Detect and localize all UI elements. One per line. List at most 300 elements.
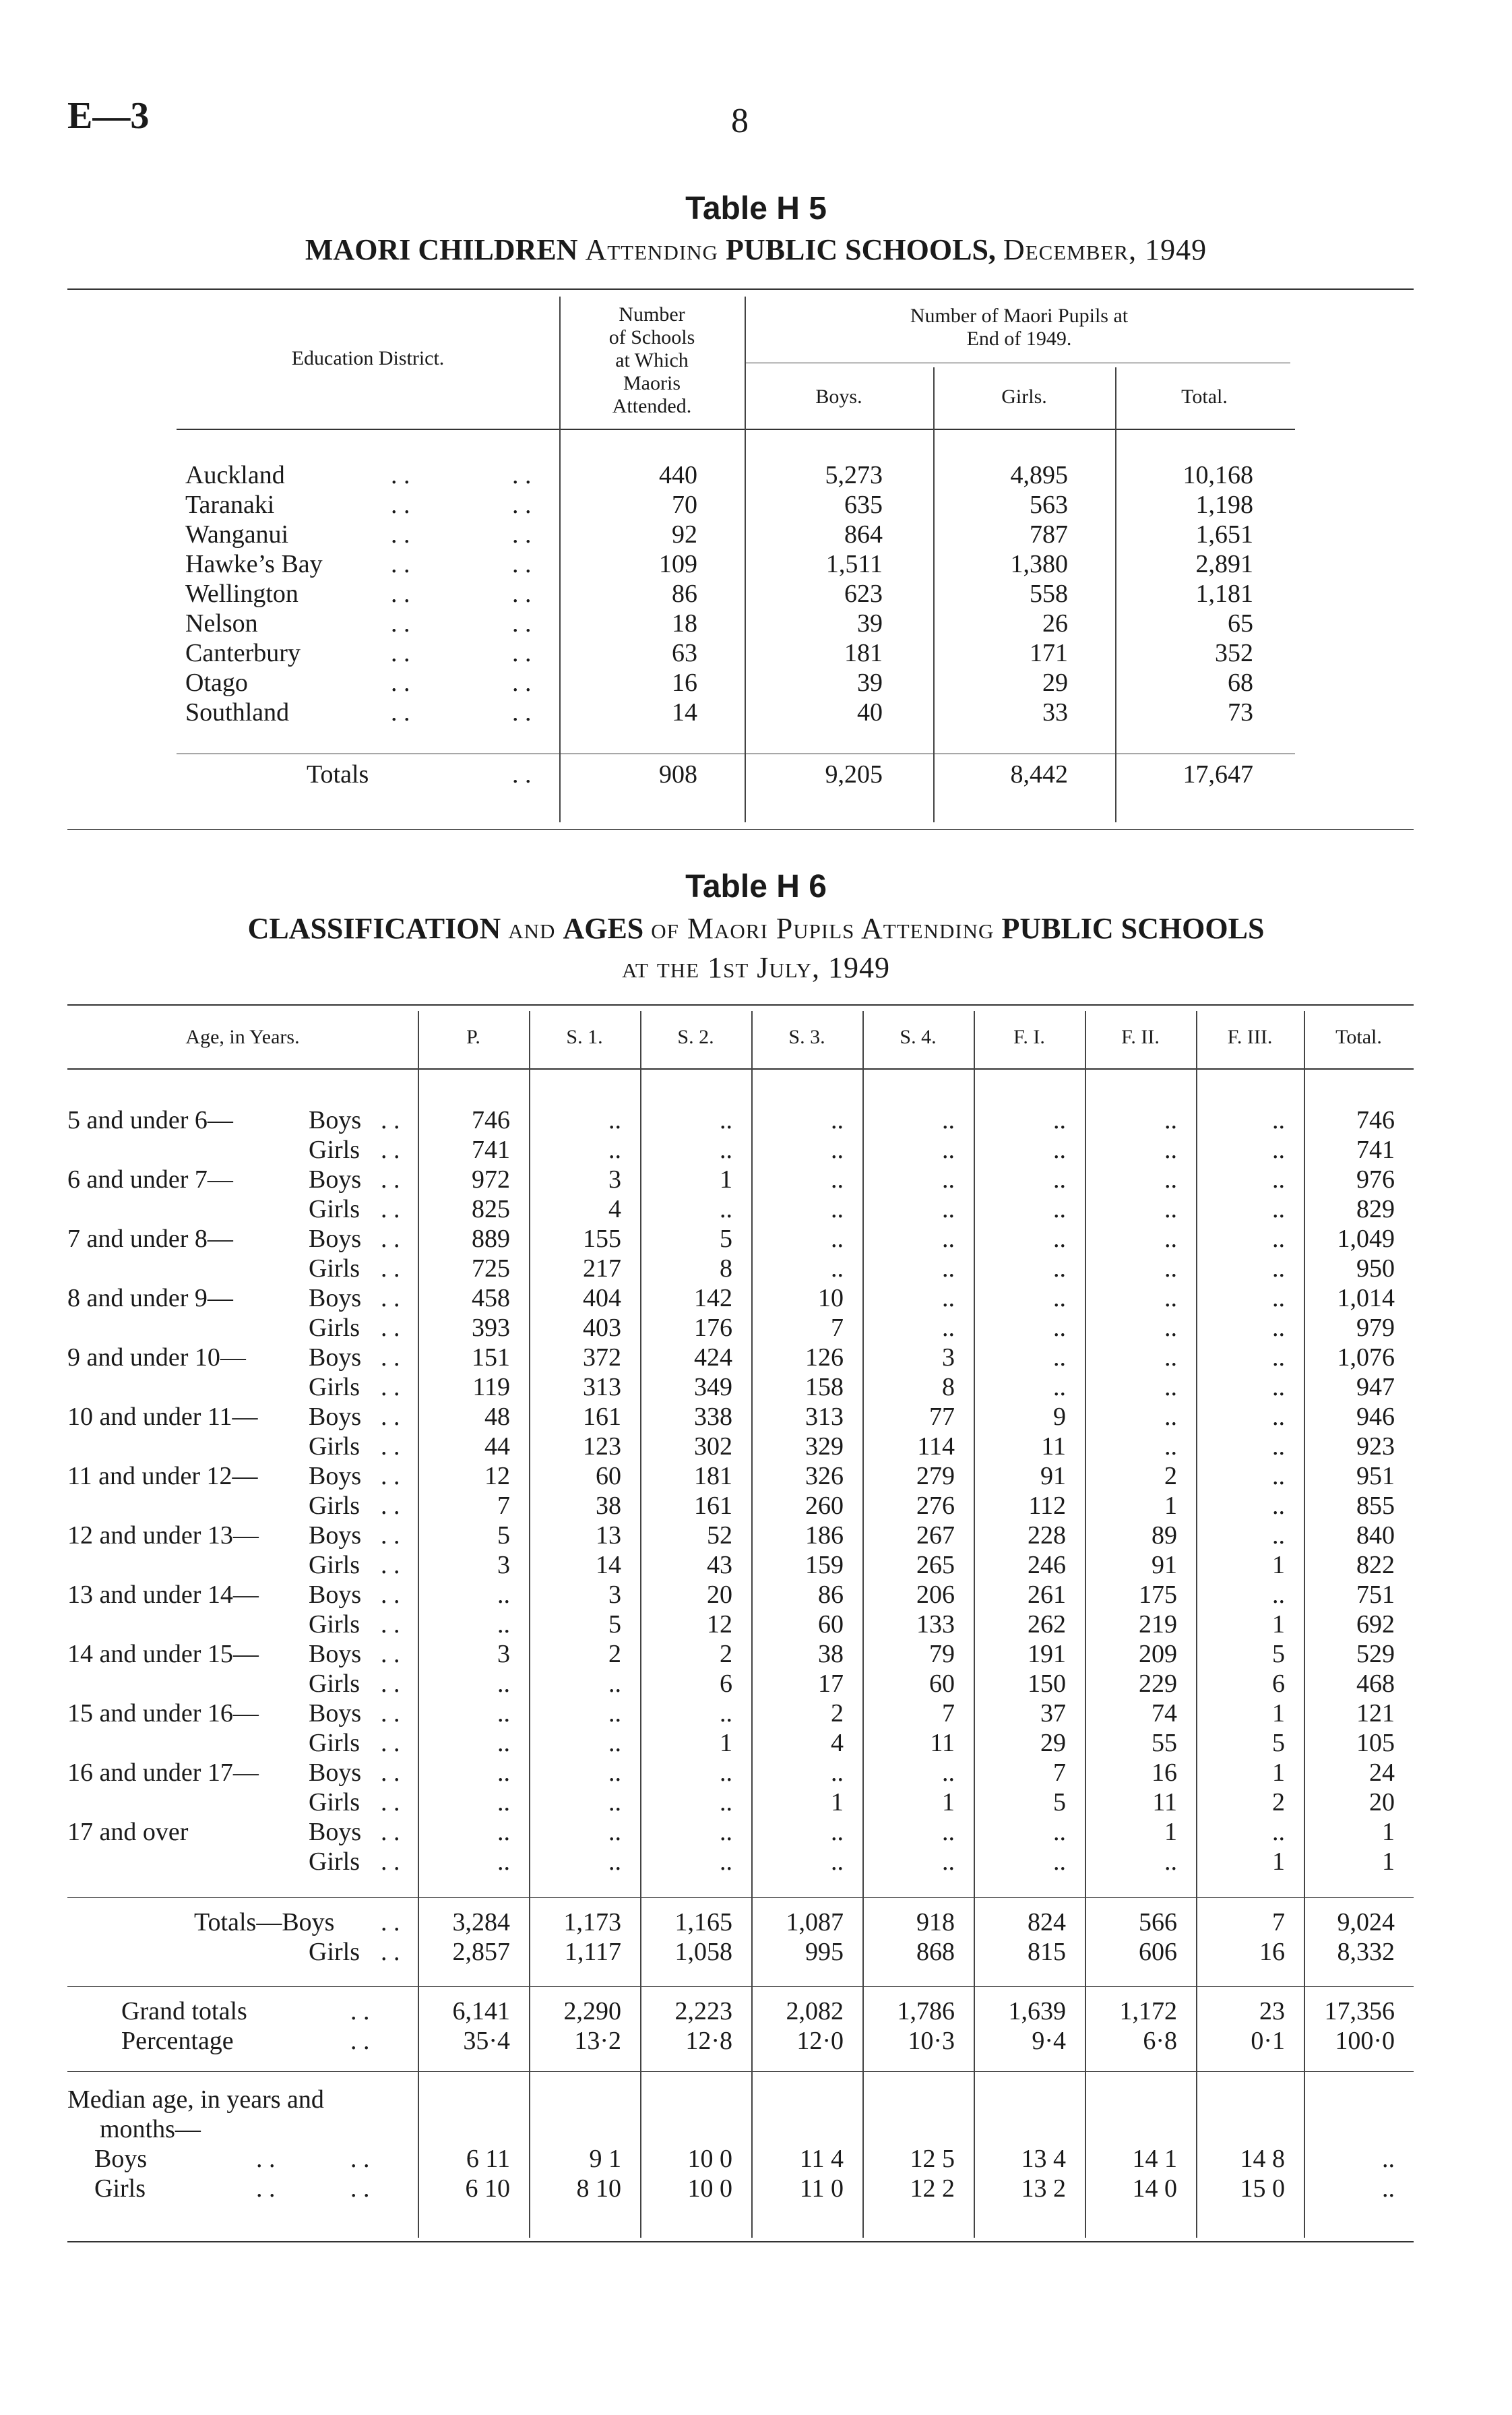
h6-cell: 329 — [805, 1432, 844, 1461]
h6-cell: .. — [1272, 1106, 1285, 1134]
h5-totals-leader: . . — [512, 760, 532, 789]
h6-cell: 158 — [805, 1373, 844, 1401]
h6-cell: 7 — [831, 1314, 844, 1342]
h5-district: Auckland — [185, 461, 285, 489]
h6-cell: .. — [1053, 1314, 1066, 1342]
h6-cell: 6 — [720, 1670, 732, 1698]
h6-cell: 889 — [472, 1225, 510, 1253]
h5-leader: . . — [391, 698, 410, 727]
h6-cell: .. — [831, 1818, 844, 1846]
h6-head-col: F. III. — [1227, 1026, 1273, 1048]
h6-cell: 261 — [1028, 1581, 1066, 1609]
h6-summary-cell: 1,173 — [563, 1908, 621, 1936]
h6-cell: 5 — [720, 1225, 732, 1253]
h6-cell: .. — [608, 1847, 621, 1876]
h6-cell: 1,049 — [1337, 1225, 1395, 1253]
h6-summary-cell: 15 0 — [1240, 2174, 1285, 2203]
h6-leader: . . — [381, 1225, 400, 1253]
h6-sex: Girls — [309, 1610, 360, 1639]
h6-cell: 123 — [583, 1432, 621, 1461]
h6-summary-cell: 3,284 — [452, 1908, 510, 1936]
h6-cell: .. — [1272, 1373, 1285, 1401]
h6-cell: .. — [497, 1759, 510, 1787]
h6-cell: .. — [497, 1581, 510, 1609]
h6-cell: .. — [497, 1610, 510, 1639]
h5-leader: . . — [512, 520, 532, 549]
h6-age-group: 12 and under 13— — [67, 1521, 259, 1550]
h6-cell: 48 — [484, 1403, 510, 1431]
h6-cell: 209 — [1139, 1640, 1177, 1668]
page-number: 8 — [731, 102, 749, 140]
h6-summary-cell: 100·0 — [1335, 2027, 1395, 2055]
h6-cell: .. — [608, 1699, 621, 1728]
h6-summary-cell: 8,332 — [1337, 1938, 1395, 1966]
h5-caption-bold1: MAORI CHILDREN — [305, 233, 578, 266]
h6-summary-cell: 566 — [1139, 1908, 1177, 1936]
h6-summary-cell: 6,141 — [452, 1997, 510, 2025]
h6-leader: . . — [256, 2145, 276, 2173]
h6-cell: 1 — [720, 1729, 732, 1757]
h6-cell: .. — [1272, 1284, 1285, 1312]
h6-summary-cell: 2,223 — [674, 1997, 732, 2025]
h6-cell: 151 — [472, 1343, 510, 1372]
h6-summary-cell: 9,024 — [1337, 1908, 1395, 1936]
h6-summary-cell: 11 4 — [799, 2145, 844, 2173]
h6-head-col: S. 2. — [677, 1026, 714, 1048]
h6-cell: .. — [1272, 1254, 1285, 1283]
h6-cell: 1 — [1164, 1818, 1177, 1846]
h6-summary-cell: 12 2 — [910, 2174, 955, 2203]
h6-cell: 262 — [1028, 1610, 1066, 1639]
h6-cell: .. — [1053, 1165, 1066, 1194]
h5-leader: . . — [391, 669, 410, 697]
h6-head-col: S. 1. — [566, 1026, 603, 1048]
h6-cell: .. — [720, 1195, 732, 1223]
h6-cell: .. — [1272, 1314, 1285, 1342]
h6-cell: 37 — [1040, 1699, 1066, 1728]
h6-cell: 14 — [596, 1551, 621, 1579]
h6-head-col: Total. — [1335, 1026, 1382, 1048]
h6-cell: 338 — [694, 1403, 732, 1431]
h6-cell: .. — [1053, 1106, 1066, 1134]
h6-cell: 3 — [497, 1640, 510, 1668]
h6-cell: 1 — [942, 1788, 955, 1816]
h6-cell: .. — [608, 1136, 621, 1164]
h6-cell: 119 — [472, 1373, 510, 1401]
h6-cell: .. — [608, 1670, 621, 1698]
h6-cell: .. — [1164, 1403, 1177, 1431]
h6-cell: .. — [608, 1729, 621, 1757]
h6-summary-cell: 14 1 — [1132, 2145, 1177, 2173]
h6-cell: 9 — [1053, 1403, 1066, 1431]
h6-cell: 1 — [1382, 1847, 1395, 1876]
h6-age-group: 14 and under 15— — [67, 1640, 259, 1668]
h5-boys: 864 — [844, 520, 883, 549]
h5-total: 73 — [1228, 698, 1253, 727]
h6-cell: .. — [831, 1106, 844, 1134]
h6-cell: 229 — [1139, 1670, 1177, 1698]
h6-leader: . . — [381, 1908, 400, 1936]
h5-district: Otago — [185, 669, 248, 697]
h5-district: Wanganui — [185, 520, 289, 549]
h6-cell: .. — [608, 1788, 621, 1816]
h6-cell: .. — [1164, 1195, 1177, 1223]
h6-summary-label: Girls — [94, 2174, 146, 2203]
h6-sex: Boys — [309, 1343, 362, 1372]
h6-age-group: 9 and under 10— — [67, 1343, 246, 1372]
h6-summary-cell: 1,639 — [1008, 1997, 1066, 2025]
h5-total: 1,181 — [1195, 580, 1253, 608]
h6-cell: 2 — [1272, 1788, 1285, 1816]
h6-cell: .. — [1164, 1165, 1177, 1194]
h6-cell: .. — [1053, 1818, 1066, 1846]
h6-cell: 326 — [805, 1462, 844, 1490]
h6-cell: 3 — [942, 1343, 955, 1372]
h6-summary-cell: 10 0 — [687, 2145, 732, 2173]
h6-totals-rule — [67, 1897, 1414, 1898]
h6-sex: Boys — [309, 1284, 362, 1312]
h6-summary-cell: 13·2 — [574, 2027, 621, 2055]
h6-cell: 7 — [942, 1699, 955, 1728]
h6-summary-cell: 6 11 — [466, 2145, 510, 2173]
h6-cell: 133 — [916, 1610, 955, 1639]
h6-cell: 29 — [1040, 1729, 1066, 1757]
h6-caption-bold2: AGES — [563, 912, 644, 945]
h6-leader: . . — [350, 1997, 370, 2025]
h6-cell: .. — [720, 1818, 732, 1846]
h5-head-pupils-line: Number of Maori Pupils at — [910, 305, 1129, 327]
h6-cell: 7 — [497, 1492, 510, 1520]
h6-cell: 13 — [596, 1521, 621, 1550]
h6-cell: .. — [831, 1195, 844, 1223]
h6-leader: . . — [381, 1314, 400, 1342]
h6-cell: .. — [942, 1254, 955, 1283]
h5-leader: . . — [391, 609, 410, 638]
h6-cell: 5 — [1272, 1640, 1285, 1668]
h5-schools: 16 — [672, 669, 697, 697]
h6-cell: 976 — [1356, 1165, 1395, 1194]
h6-age-group: 13 and under 14— — [67, 1581, 259, 1609]
h6-cell: 403 — [583, 1314, 621, 1342]
h6-summary-cell: 7 — [1272, 1908, 1285, 1936]
h5-leader: . . — [391, 550, 410, 578]
h6-cell: .. — [831, 1254, 844, 1283]
h6-cell: 52 — [707, 1521, 732, 1550]
h6-age-group: 7 and under 8— — [67, 1225, 233, 1253]
h6-cell: 11 — [930, 1729, 955, 1757]
h5-totals-label: Totals — [307, 760, 369, 789]
h6-cell: 86 — [818, 1581, 844, 1609]
h5-leader: . . — [512, 461, 532, 489]
h6-leader: . . — [381, 1670, 400, 1698]
h5-schools: 86 — [672, 580, 697, 608]
h6-cell: .. — [831, 1847, 844, 1876]
h5-district: Wellington — [185, 580, 298, 608]
h6-cell: .. — [942, 1136, 955, 1164]
h6-cell: .. — [1164, 1284, 1177, 1312]
h6-cell: 1,014 — [1337, 1284, 1395, 1312]
h6-cell: 126 — [805, 1343, 844, 1372]
h5-girls: 33 — [1042, 698, 1068, 727]
h6-cell: 741 — [1356, 1136, 1395, 1164]
h6-cell: .. — [1053, 1373, 1066, 1401]
h6-cell: .. — [831, 1759, 844, 1787]
h6-caption-bold1: CLASSIFICATION — [247, 912, 501, 945]
h5-head-total: Total. — [1181, 386, 1228, 408]
h5-caption — [0, 233, 1512, 267]
h6-cell: 947 — [1356, 1373, 1395, 1401]
h6-cell: .. — [720, 1759, 732, 1787]
h5-girls: 4,895 — [1010, 461, 1068, 489]
h6-leader: . . — [381, 1847, 400, 1876]
h5-leader: . . — [391, 520, 410, 549]
h5-totals-girls: 8,442 — [1010, 760, 1068, 789]
h5-boys: 40 — [857, 698, 883, 727]
h6-leader: . . — [381, 1432, 400, 1461]
h6-cell: 150 — [1028, 1670, 1066, 1698]
h6-leader: . . — [381, 1640, 400, 1668]
h6-cell: .. — [497, 1847, 510, 1876]
h6-cell: .. — [497, 1699, 510, 1728]
h5-head-schools-line: Attended. — [612, 395, 692, 417]
h5-head-schools-line: Number — [619, 303, 685, 326]
h6-cell: 1 — [1382, 1818, 1395, 1846]
h6-summary-cell: 14 0 — [1132, 2174, 1177, 2203]
h6-median-label-line2: months— — [100, 2115, 201, 2143]
h6-cell: .. — [1053, 1225, 1066, 1253]
h6-cell: 979 — [1356, 1314, 1395, 1342]
h6-cell: 17 — [818, 1670, 844, 1698]
h6-cell: 3 — [608, 1581, 621, 1609]
h6-cell: 219 — [1139, 1610, 1177, 1639]
h6-leader: . . — [256, 2174, 276, 2203]
h6-cell: 822 — [1356, 1551, 1395, 1579]
h5-leader: . . — [391, 580, 410, 608]
h6-cell: 2 — [720, 1640, 732, 1668]
h6-top-rule — [67, 1004, 1414, 1006]
h6-cell: .. — [497, 1670, 510, 1698]
h6-sex: Boys — [309, 1699, 362, 1728]
h5-head-schools-line: of Schools — [608, 326, 695, 348]
h6-cell: 228 — [1028, 1521, 1066, 1550]
h6-sex: Girls — [309, 1195, 360, 1223]
h6-cell: .. — [1272, 1136, 1285, 1164]
h6-summary-cell: 13 4 — [1021, 2145, 1066, 2173]
h5-leader: . . — [512, 698, 532, 727]
h6-leader: . . — [381, 1492, 400, 1520]
h6-summary-cell: 10 0 — [687, 2174, 732, 2203]
h6-summary-cell: 1,058 — [674, 1938, 732, 1966]
h5-leader: . . — [512, 639, 532, 667]
h6-cell: 692 — [1356, 1610, 1395, 1639]
h6-head-col: S. 4. — [900, 1026, 937, 1048]
h5-schools: 14 — [672, 698, 697, 727]
h6-cell: 89 — [1152, 1521, 1177, 1550]
h6-leader: . . — [381, 1788, 400, 1816]
h6-cell: 121 — [1356, 1699, 1395, 1728]
h6-cell: 2 — [831, 1699, 844, 1728]
h6-median-rule — [67, 2071, 1414, 2072]
h6-sex: Boys — [309, 1818, 362, 1846]
h6-summary-cell: 606 — [1139, 1938, 1177, 1966]
h5-schools: 63 — [672, 639, 697, 667]
h5-total: 1,651 — [1195, 520, 1253, 549]
h6-age-group: 6 and under 7— — [67, 1165, 233, 1194]
h5-girls: 29 — [1042, 669, 1068, 697]
h6-cell: 276 — [916, 1492, 955, 1520]
h5-leader: . . — [512, 669, 532, 697]
h5-head-schools-line: Maoris — [623, 372, 681, 394]
h6-summary-cell: 9·4 — [1032, 2027, 1066, 2055]
h6-grand-rule — [67, 1986, 1414, 1987]
h6-cell: 951 — [1356, 1462, 1395, 1490]
h6-cell: 404 — [583, 1284, 621, 1312]
h6-cell: .. — [942, 1195, 955, 1223]
h6-cell: 260 — [805, 1492, 844, 1520]
h6-sex: Girls — [309, 1314, 360, 1342]
h6-summary-cell: 2,082 — [786, 1997, 844, 2025]
h6-leader: . . — [381, 1551, 400, 1579]
h6-sex: Boys — [309, 1640, 362, 1668]
h6-sex: Girls — [309, 1847, 360, 1876]
h5-schools: 109 — [659, 550, 697, 578]
h5-total: 352 — [1215, 639, 1253, 667]
h5-girls: 171 — [1030, 639, 1068, 667]
h6-summary-cell: 2,857 — [452, 1938, 510, 1966]
h6-cell: .. — [1164, 1254, 1177, 1283]
h6-age-group: 15 and under 16— — [67, 1699, 259, 1728]
h5-head-schools-line: at Which — [615, 349, 689, 371]
h5-schools: 18 — [672, 609, 697, 638]
h6-summary-label: Grand totals — [121, 1997, 247, 2025]
h6-summary-label: Totals—Boys — [194, 1908, 335, 1936]
h5-girls: 26 — [1042, 609, 1068, 638]
h6-sex: Girls — [309, 1492, 360, 1520]
h6-cell: .. — [497, 1729, 510, 1757]
h6-cell: 5 — [497, 1521, 510, 1550]
h6-cell: .. — [1053, 1254, 1066, 1283]
h6-cell: 44 — [484, 1432, 510, 1461]
h6-cell: 458 — [472, 1284, 510, 1312]
h6-cell: 112 — [1028, 1492, 1066, 1520]
h6-cell: 8 — [720, 1254, 732, 1283]
h6-cell: 186 — [805, 1521, 844, 1550]
h6-bottom-rule — [67, 2241, 1414, 2242]
h6-cell: 11 — [1041, 1432, 1066, 1461]
h6-leader: . . — [381, 1610, 400, 1639]
h6-cell: 77 — [929, 1403, 955, 1431]
h5-district: Hawke’s Bay — [185, 550, 323, 578]
h5-schools: 440 — [659, 461, 697, 489]
h5-girls: 1,380 — [1010, 550, 1068, 578]
h6-cell: 142 — [694, 1284, 732, 1312]
h6-cell: 3 — [608, 1165, 621, 1194]
h6-caption-line1 — [0, 911, 1512, 946]
h6-cell: 829 — [1356, 1195, 1395, 1223]
h6-cell: 725 — [472, 1254, 510, 1283]
h6-head-rule — [67, 1068, 1414, 1070]
h5-head-pupils-line: End of 1949. — [966, 328, 1072, 350]
h6-leader: . . — [381, 1938, 400, 1966]
h5-leader: . . — [512, 580, 532, 608]
h6-cell: .. — [1164, 1373, 1177, 1401]
h6-summary-cell: 35·4 — [463, 2027, 510, 2055]
h6-sex: Boys — [309, 1521, 362, 1550]
h6-caption-bold3: PUBLIC SCHOOLS — [1001, 912, 1265, 945]
h6-summary-cell: 11 0 — [799, 2174, 844, 2203]
h6-sex: Girls — [309, 1670, 360, 1698]
h5-totals-total: 17,647 — [1183, 760, 1253, 789]
h5-district: Taranaki — [185, 491, 275, 519]
h6-leader: . . — [381, 1818, 400, 1846]
h6-summary-label: Girls — [309, 1938, 360, 1966]
h6-cell: 8 — [942, 1373, 955, 1401]
h6-leader: . . — [381, 1373, 400, 1401]
h6-summary-cell: 2,290 — [563, 1997, 621, 2025]
h6-age-group: 8 and under 9— — [67, 1284, 233, 1312]
h6-summary-cell: 12·8 — [685, 2027, 732, 2055]
h6-cell: 2 — [1164, 1462, 1177, 1490]
h6-cell: .. — [1272, 1818, 1285, 1846]
h5-leader: . . — [512, 609, 532, 638]
h6-cell: .. — [720, 1699, 732, 1728]
h5-girls: 558 — [1030, 580, 1068, 608]
h6-head-col: F. I. — [1013, 1026, 1045, 1048]
h6-sex: Girls — [309, 1788, 360, 1816]
h6-cell: 161 — [694, 1492, 732, 1520]
h5-girls: 563 — [1030, 491, 1068, 519]
h6-summary-cell: 10·3 — [908, 2027, 955, 2055]
h6-cell: 267 — [916, 1521, 955, 1550]
h6-summary-cell: 1,087 — [786, 1908, 844, 1936]
h6-cell: 746 — [1356, 1106, 1395, 1134]
h6-cell: 181 — [694, 1462, 732, 1490]
h6-cell: 7 — [1053, 1759, 1066, 1787]
h6-cell: 5 — [608, 1610, 621, 1639]
h6-cell: 176 — [694, 1314, 732, 1342]
h6-cell: .. — [720, 1136, 732, 1164]
h6-summary-cell: 918 — [916, 1908, 955, 1936]
h6-summary-cell: 6 10 — [465, 2174, 510, 2203]
h6-summary-cell: 23 — [1259, 1997, 1285, 2025]
h6-cell: 313 — [583, 1373, 621, 1401]
h6-cell: 20 — [707, 1581, 732, 1609]
h6-leader: . . — [381, 1462, 400, 1490]
h6-cell: .. — [1053, 1343, 1066, 1372]
h6-cell: 950 — [1356, 1254, 1395, 1283]
h6-age-group: 10 and under 11— — [67, 1403, 258, 1431]
h6-cell: 79 — [929, 1640, 955, 1668]
page-code: E—3 — [67, 95, 150, 137]
h6-age-group: 17 and over — [67, 1818, 189, 1846]
h6-cell: 5 — [1053, 1788, 1066, 1816]
h5-total: 1,198 — [1195, 491, 1253, 519]
h5-totals-schools: 908 — [659, 760, 697, 789]
h5-leader: . . — [391, 639, 410, 667]
h6-leader: . . — [381, 1729, 400, 1757]
h6-sex: Girls — [309, 1136, 360, 1164]
h5-head-pupils — [745, 305, 1294, 350]
h6-cell: .. — [720, 1788, 732, 1816]
h6-cell: 3 — [497, 1551, 510, 1579]
h6-cell: .. — [942, 1225, 955, 1253]
h5-total: 65 — [1228, 609, 1253, 638]
h6-cell: 751 — [1356, 1581, 1395, 1609]
h6-summary-cell: 815 — [1028, 1938, 1066, 1966]
h6-cell: .. — [1272, 1225, 1285, 1253]
h6-cell: 1 — [1164, 1492, 1177, 1520]
h6-cell: 38 — [596, 1492, 621, 1520]
